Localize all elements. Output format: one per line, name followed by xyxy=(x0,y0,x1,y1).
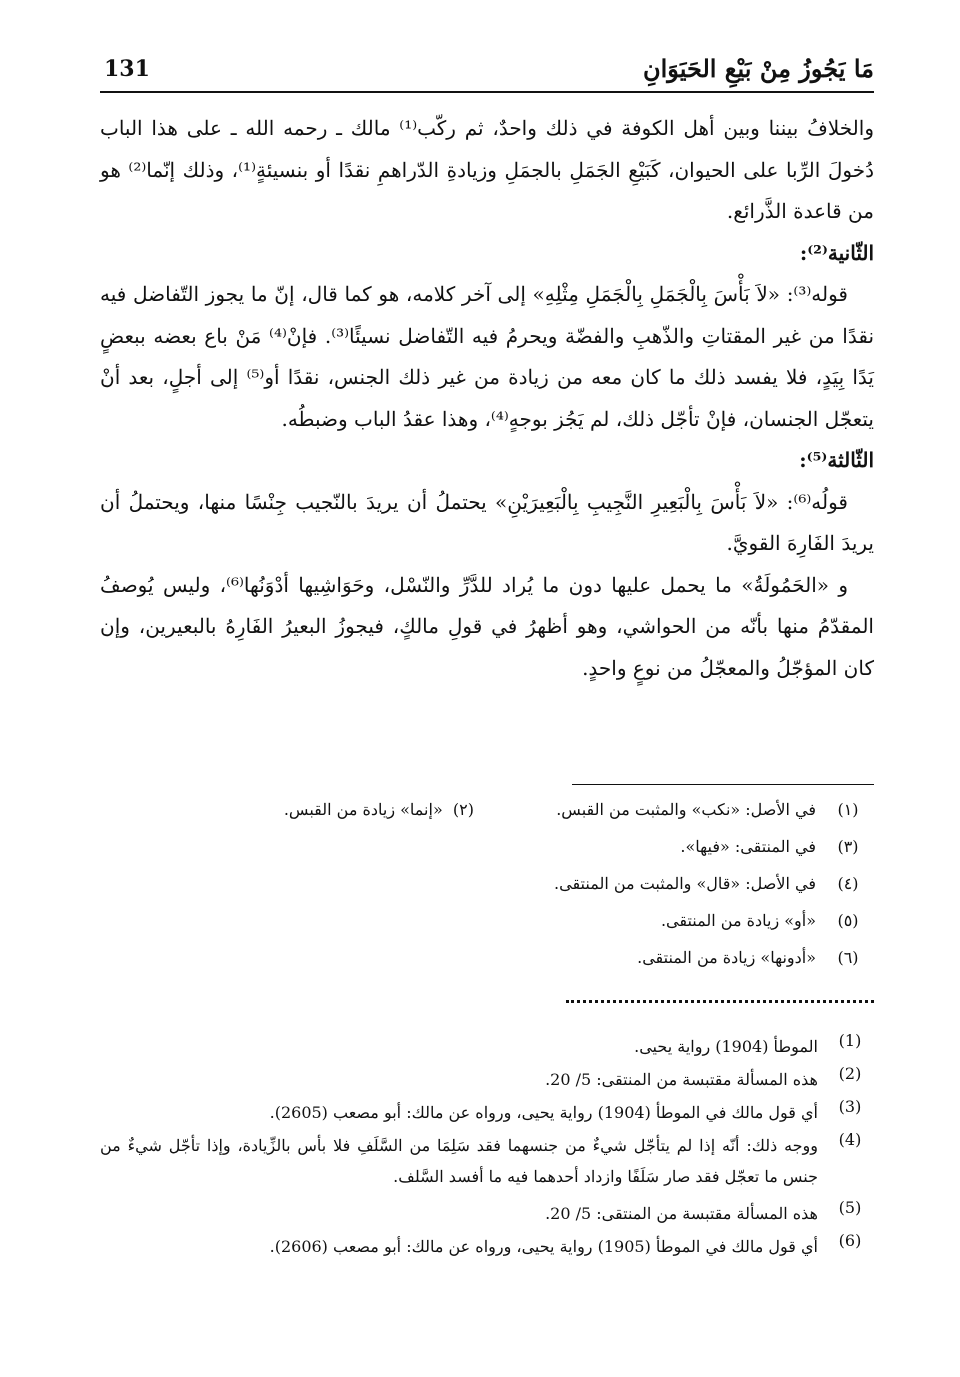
footnote-number: (٦) xyxy=(837,948,859,967)
reference-number: (1) xyxy=(838,1031,862,1050)
footnote-text xyxy=(284,800,474,819)
footnote-text: في المنتقى: «فيها». xyxy=(680,837,816,856)
footnote-text-inline: «إنما» زيادة من القبس. xyxy=(283,800,443,819)
running-title: مَا يَجُوزُ مِنْ بَيْعِ الحَيَوَانِ xyxy=(643,54,874,83)
footnote-text: في الأصل: «نكب» والمثبت من القبس. xyxy=(556,800,816,819)
reference-row xyxy=(100,1060,874,1093)
reference-text: الموطأ (1904) رواية يحيى. xyxy=(634,1037,818,1056)
reference-text: أي قول مالك في الموطأ (1905) رواية يحيى، ورواه عن مالك: أبو مصعب (2606). xyxy=(269,1237,818,1256)
footnote-row xyxy=(100,903,874,940)
reference-number: (5) xyxy=(838,1198,862,1217)
footnote-number: (٢) xyxy=(452,800,474,819)
heading-second: الثّانية⁽²⁾: xyxy=(799,240,874,265)
reference-number: (6) xyxy=(838,1231,862,1250)
footnote-text: «أو» زيادة من المنتقى. xyxy=(660,911,816,930)
reference-row xyxy=(100,1194,874,1227)
dotted-separator xyxy=(566,1000,874,1009)
footnote-row xyxy=(100,866,874,903)
reference-number: (2) xyxy=(838,1064,862,1083)
footnote-row xyxy=(100,792,874,829)
reference-row xyxy=(100,1227,874,1260)
reference-row xyxy=(100,1126,874,1194)
footnote-number: (١) xyxy=(837,800,859,819)
paragraph-1: والخلافُ بيننا وبين أهل الكوفة في ذلك واحدٌ، ثم ركّب⁽¹⁾ مالك ـ رحمه الله ـ على هذا الباب دُخولَ الرِّبا على الحيوان، كَبَيْعِ الجَمَلِ بالجمَلِ وزيادةِ الدّراهمِ نقدًا أو بنسيئةٍ⁽¹⁾، وذلك إنّما⁽²⁾ هو من قاعدة الذَّرائع. xyxy=(100,116,874,223)
reference-footnotes xyxy=(100,1027,874,1260)
paragraph-3: قولُه⁽⁶⁾: «لاَ بَأْسَ بِالْبَعِيرِ النَّجِيبِ بِالْبَعِيرَيْنِ» يحتملُ أن يريدَ بالنّجيب جِنْسًا منها، ويحتملُ أن يريدَ الفَارِهَ القويَّ. xyxy=(100,489,874,555)
footnote-row xyxy=(100,829,874,866)
reference-row xyxy=(100,1027,874,1060)
paragraph-4: و «الحَمُولَةُ» ما يحمل عليها دون ما يُراد للدَّرِّ والنّسْل، وحَوَاشِيها أدْوَنُها⁽⁶⁾، وليس يُوصفُ المقدّمُ منها بأنّه من الحواشي، وهو أظهرُ في قولِ مالكٍ، فيجوزُ البعيرُ الفَارِهُ بالبعيرين، وإن كان المؤجّلُ والمعجّلُ من نوعٍ واحدٍ. xyxy=(100,572,874,680)
footnote-number: (٥) xyxy=(837,911,859,930)
reference-text: هذه المسألة مقتبسة من المنتقى: 5/ 20. xyxy=(545,1204,818,1223)
reference-number: (3) xyxy=(838,1097,862,1116)
footnote-row xyxy=(100,940,874,977)
footnote-text: «أدونها» زيادة من المنتقى. xyxy=(637,948,816,967)
reference-text: أي قول مالك في الموطأ (1904) رواية يحيى، ورواه عن مالك: أبو مصعب (2605). xyxy=(269,1103,818,1122)
footnote-text: في الأصل: «قال» والمثبت من المنتقى. xyxy=(554,874,816,893)
footnote-rule xyxy=(572,784,874,785)
reference-row xyxy=(100,1093,874,1126)
reference-text: هذه المسألة مقتبسة من المنتقى: 5/ 20. xyxy=(545,1070,818,1089)
reference-text: ووجه ذلك: أنّه إذا لم يتأجّل شيءٌ من جنسهما فقد سَلِمَا من السَّلَفِ فلا بأس بالزِّيادة، وإذا تأجّل شيءٌ من جنس ما تعجّل فقد صار سَلَفًا وازداد أحدهما فيه ما أفسد السَّلف. xyxy=(100,1136,818,1186)
footnote-number: (٣) xyxy=(837,837,859,856)
header-rule xyxy=(100,91,874,93)
paragraph-2: قوله⁽³⁾: «لاَ بَأْسَ بِالْجَمَلِ بِالْجَمَلِ مِثْلِهِ» إلى آخر كلامه، هو كما قال، إنّ ما يجوز التّفاضل فيه نقدًا من غير المقتاتِ والذّهبِ والفضّة ويحرمُ فيه التّفاضل نسيئًا⁽³⁾. فإنْ⁽⁴⁾ مَنْ باع بعضه ببعضٍ يَدًا بِيَدٍ، فلا يفسد ذلك ما كان معه من زيادة من غير ذلك الجنس، نقدًا أو⁽⁵⁾ إلى أجلٍ، بعد أنْ يتعجّل الجنسان، فإنْ تأجّل ذلك، لم يَجُز بوجهٍ⁽⁴⁾، وهذا عقدُ الباب وضبطُه. xyxy=(100,282,875,431)
footnote-number: (٤) xyxy=(837,874,859,893)
page-header xyxy=(100,52,874,92)
heading-third: الثّالثة⁽⁵⁾: xyxy=(799,448,874,472)
editor-footnotes xyxy=(100,792,874,977)
reference-number: (4) xyxy=(838,1130,862,1149)
main-text xyxy=(100,108,874,689)
page-number: 131 xyxy=(104,56,150,82)
